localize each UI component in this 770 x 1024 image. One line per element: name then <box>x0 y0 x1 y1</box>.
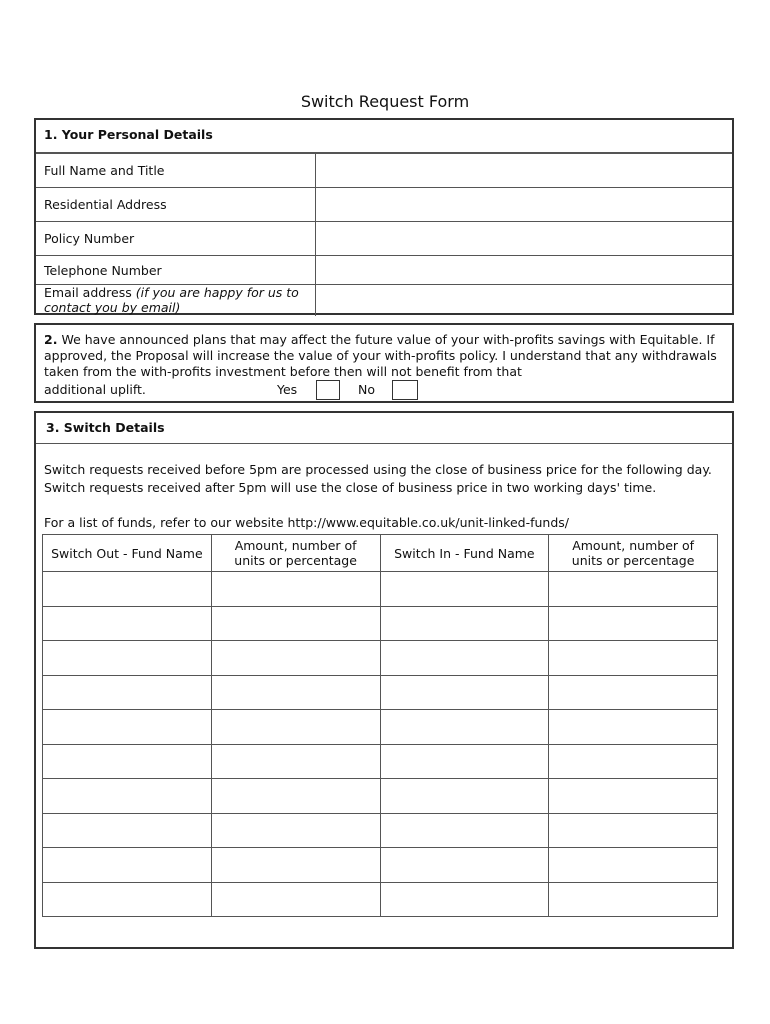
processing-info <box>44 461 712 497</box>
email-address-label <box>36 285 316 316</box>
switch-funds-body <box>43 572 718 917</box>
yes-label: Yes <box>277 382 298 397</box>
switch-out-amount-cell[interactable] <box>211 882 380 917</box>
funds-website-info: For a list of funds, refer to our website http://www.equitable.co.uk/unit-linked-funds/ <box>44 515 570 530</box>
full-name-label: Full Name and Title <box>36 154 316 188</box>
section2-last-line: additional uplift. <box>44 382 146 397</box>
with-profits-text <box>44 332 724 380</box>
residential-address-field[interactable] <box>316 188 733 222</box>
personal-details-heading: 1. Your Personal Details <box>36 120 732 153</box>
switch-details-section <box>34 411 734 949</box>
personal-details-section <box>34 118 734 315</box>
switch-out-fund-cell[interactable] <box>43 779 212 814</box>
switch-out-fund-cell[interactable] <box>43 848 212 883</box>
switch-in-fund-cell[interactable] <box>380 572 549 607</box>
switch-in-amount-cell[interactable] <box>549 606 718 641</box>
policy-number-field[interactable] <box>316 222 733 256</box>
table-row <box>43 882 718 917</box>
switch-funds-table <box>42 534 718 917</box>
page-title: Switch Request Form <box>300 92 470 111</box>
switch-in-fund-cell[interactable] <box>380 744 549 779</box>
no-checkbox[interactable] <box>392 380 418 400</box>
switch-in-fund-cell[interactable] <box>380 882 549 917</box>
switch-in-amount-cell[interactable] <box>549 675 718 710</box>
switch-out-fund-cell[interactable] <box>43 641 212 676</box>
switch-in-fund-cell[interactable] <box>380 813 549 848</box>
email-note: (if you are happy for us to contact you by email) <box>44 285 299 316</box>
switch-out-amount-cell[interactable] <box>211 744 380 779</box>
switch-out-amount-cell[interactable] <box>211 848 380 883</box>
table-row <box>43 813 718 848</box>
personal-details-table <box>36 153 732 316</box>
col-switch-out-amount: Amount, number of units or percentage <box>211 535 380 572</box>
with-profits-section <box>34 323 734 403</box>
policy-number-label: Policy Number <box>36 222 316 256</box>
processing-info-line2: Switch requests received after 5pm will use the close of business price in two working days' time. <box>44 480 657 495</box>
switch-out-amount-cell[interactable] <box>211 641 380 676</box>
switch-out-amount-cell[interactable] <box>211 813 380 848</box>
switch-out-fund-cell[interactable] <box>43 882 212 917</box>
switch-in-fund-cell[interactable] <box>380 848 549 883</box>
col-switch-out-fund: Switch Out - Fund Name <box>43 535 212 572</box>
switch-out-fund-cell[interactable] <box>43 675 212 710</box>
switch-in-fund-cell[interactable] <box>380 641 549 676</box>
table-row <box>43 848 718 883</box>
email-address-field[interactable] <box>316 285 733 316</box>
switch-in-amount-cell[interactable] <box>549 813 718 848</box>
switch-in-fund-cell[interactable] <box>380 779 549 814</box>
table-row <box>43 606 718 641</box>
email-label-text: Email address <box>44 285 132 301</box>
table-row <box>43 675 718 710</box>
switch-in-amount-cell[interactable] <box>549 744 718 779</box>
switch-in-amount-cell[interactable] <box>549 848 718 883</box>
switch-in-fund-cell[interactable] <box>380 710 549 745</box>
table-row <box>43 710 718 745</box>
processing-info-line1: Switch requests received before 5pm are processed using the close of business price for the following day. <box>44 462 712 477</box>
switch-out-fund-cell[interactable] <box>43 606 212 641</box>
switch-in-amount-cell[interactable] <box>549 641 718 676</box>
col-switch-in-fund: Switch In - Fund Name <box>380 535 549 572</box>
yes-no-line <box>44 380 724 400</box>
section2-body: We have announced plans that may affect the future value of your with-profits savings with Equitable. If approved, the Proposal will increase the value of your with-profits policy. I understand that any withdrawals taken from the with-profits investment before then will not benefit from that <box>44 332 717 379</box>
switch-out-amount-cell[interactable] <box>211 779 380 814</box>
yes-checkbox[interactable] <box>316 380 340 400</box>
switch-out-amount-cell[interactable] <box>211 572 380 607</box>
switch-in-fund-cell[interactable] <box>380 675 549 710</box>
switch-in-fund-cell[interactable] <box>380 606 549 641</box>
table-row <box>43 779 718 814</box>
switch-in-amount-cell[interactable] <box>549 572 718 607</box>
full-name-field[interactable] <box>316 154 733 188</box>
switch-in-amount-cell[interactable] <box>549 710 718 745</box>
table-row <box>43 744 718 779</box>
switch-out-amount-cell[interactable] <box>211 675 380 710</box>
switch-out-fund-cell[interactable] <box>43 572 212 607</box>
switch-in-amount-cell[interactable] <box>549 882 718 917</box>
switch-details-heading: 3. Switch Details <box>36 413 732 444</box>
table-row <box>43 572 718 607</box>
residential-address-label: Residential Address <box>36 188 316 222</box>
switch-out-fund-cell[interactable] <box>43 813 212 848</box>
switch-out-amount-cell[interactable] <box>211 710 380 745</box>
table-row <box>43 641 718 676</box>
no-label: No <box>358 382 375 397</box>
telephone-number-label: Telephone Number <box>36 256 316 285</box>
switch-out-fund-cell[interactable] <box>43 710 212 745</box>
telephone-number-field[interactable] <box>316 256 733 285</box>
section2-number: 2. <box>44 332 58 347</box>
switch-out-fund-cell[interactable] <box>43 744 212 779</box>
switch-out-amount-cell[interactable] <box>211 606 380 641</box>
col-switch-in-amount: Amount, number of units or percentage <box>549 535 718 572</box>
switch-in-amount-cell[interactable] <box>549 779 718 814</box>
